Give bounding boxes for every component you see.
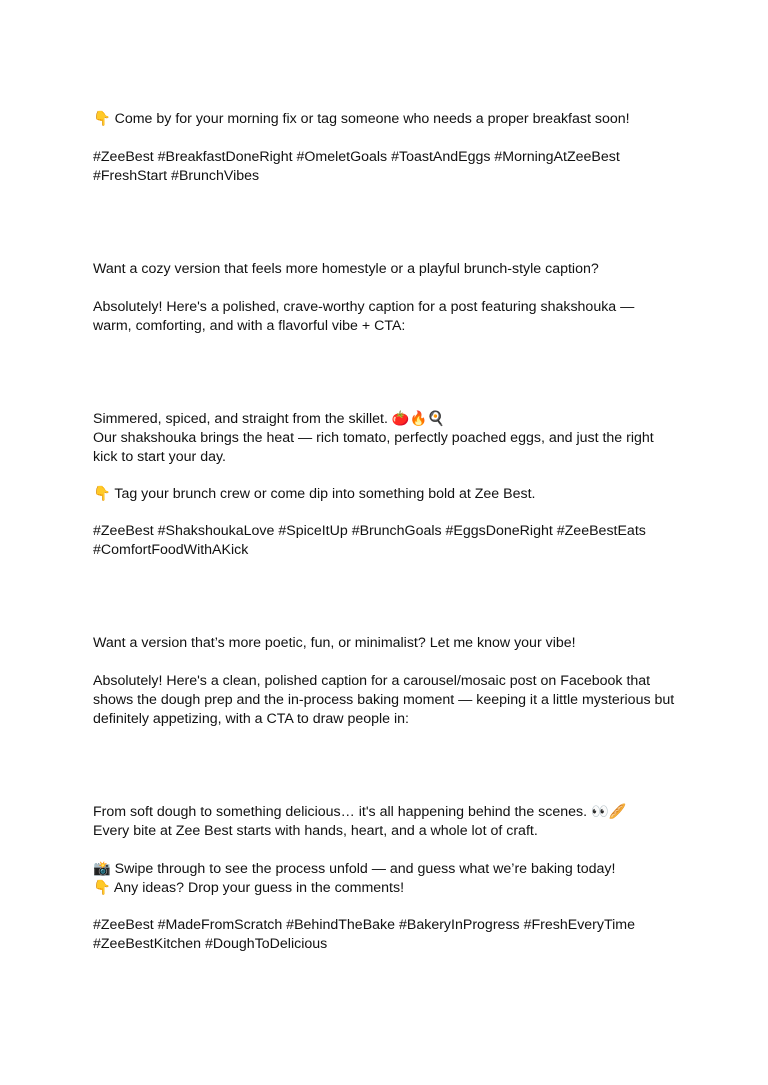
dough-intro-line-2: shows the dough prep and the in-process baking moment — keeping it a little mysterious but xyxy=(93,692,675,708)
breakfast-hashtags-line-2: #FreshStart #BrunchVibes xyxy=(93,168,260,184)
shakshouka-body-line-1: Our shakshouka brings the heat — rich tomato, perfectly poached eggs, and just the right xyxy=(93,430,654,446)
minimalist-offer: Want a version that’s more poetic, fun, or minimalist? Let me know your vibe! xyxy=(93,635,576,651)
shakshouka-headline: Simmered, spiced, and straight from the skillet. 🍅🔥🍳 xyxy=(93,411,445,427)
breakfast-hashtags-line-1: #ZeeBest #BreakfastDoneRight #OmeletGoals #ToastAndEggs #MorningAtZeeBest xyxy=(93,149,620,165)
homestyle-offer: Want a cozy version that feels more homestyle or a playful brunch-style caption? xyxy=(93,261,599,277)
shakshouka-cta: 👇 Tag your brunch crew or come dip into something bold at Zee Best. xyxy=(93,486,536,502)
shakshouka-hashtags-line-2: #ComfortFoodWithAKick xyxy=(93,542,249,558)
breakfast-cta: 👇 Come by for your morning fix or tag someone who needs a proper breakfast soon! xyxy=(93,111,630,127)
dough-body-line-1: Every bite at Zee Best starts with hands, heart, and a whole lot of craft. xyxy=(93,823,538,839)
dough-hashtags-line-1: #ZeeBest #MadeFromScratch #BehindTheBake #BakeryInProgress #FreshEveryTime xyxy=(93,917,635,933)
dough-cta-line-2: 👇 Any ideas? Drop your guess in the comments! xyxy=(93,880,405,896)
shakshouka-intro-line-1: Absolutely! Here's a polished, crave-worthy caption for a post featuring shakshouka — xyxy=(93,299,635,315)
dough-cta-line-1: 📸 Swipe through to see the process unfold — and guess what we’re baking today! xyxy=(93,861,616,877)
dough-hashtags-line-2: #ZeeBestKitchen #DoughToDelicious xyxy=(93,936,328,952)
dough-intro-line-3: definitely appetizing, with a CTA to draw people in: xyxy=(93,711,409,727)
shakshouka-intro-line-2: warm, comforting, and with a flavorful vibe + CTA: xyxy=(93,318,406,334)
dough-intro-line-1: Absolutely! Here's a clean, polished caption for a carousel/mosaic post on Facebook that xyxy=(93,673,651,689)
dough-headline: From soft dough to something delicious… it's all happening behind the scenes. 👀🥖 xyxy=(93,804,627,820)
shakshouka-hashtags-line-1: #ZeeBest #ShakshoukaLove #SpiceItUp #BrunchGoals #EggsDoneRight #ZeeBestEats xyxy=(93,523,646,539)
shakshouka-body-line-2: kick to start your day. xyxy=(93,449,226,465)
